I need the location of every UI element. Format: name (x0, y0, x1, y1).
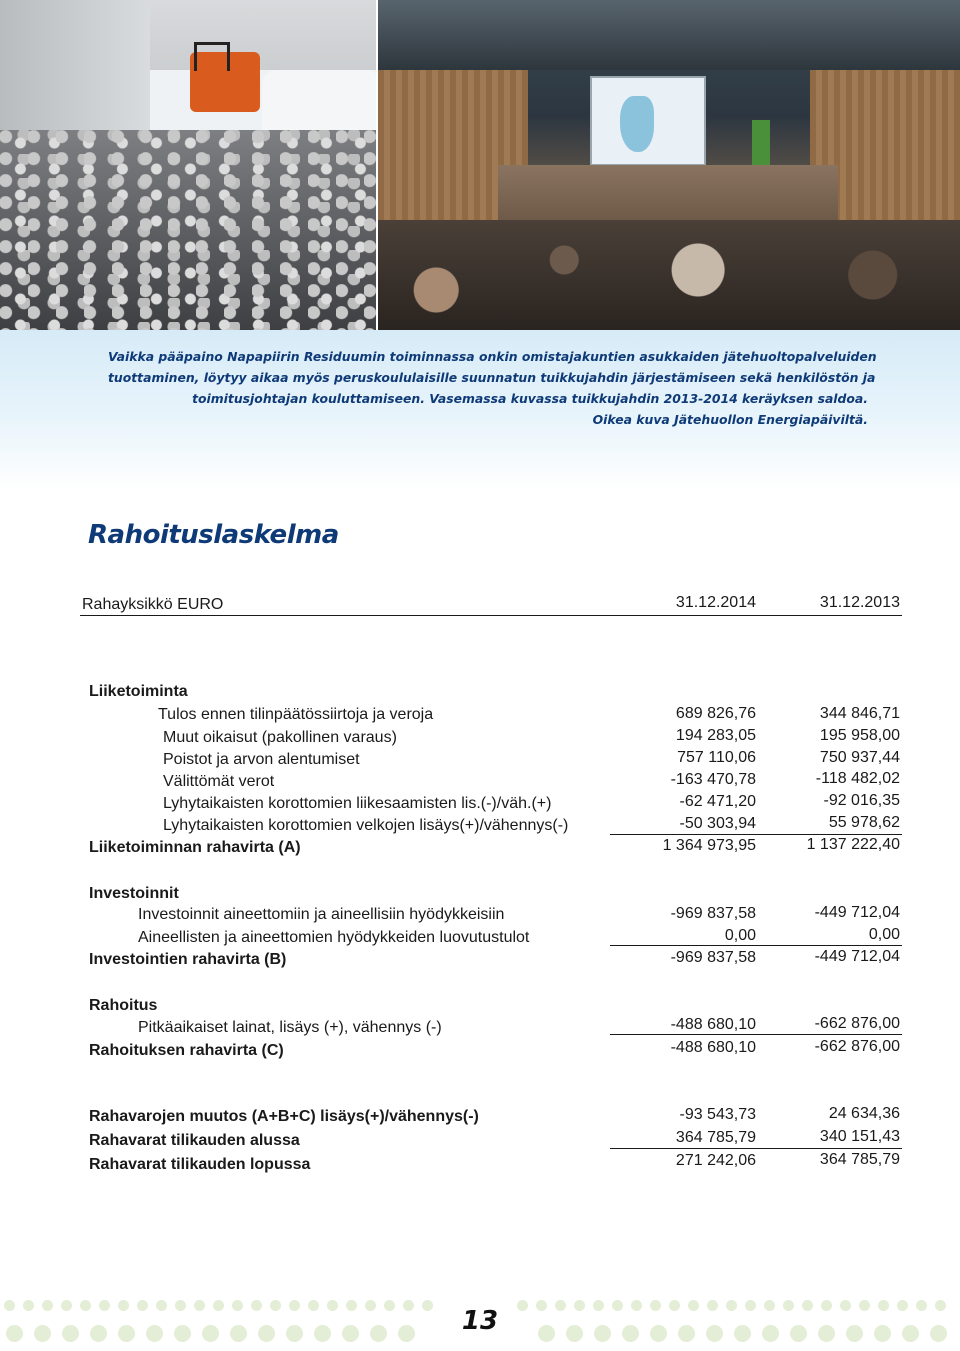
dot (566, 1325, 583, 1342)
row-label: Lyhytaikaisten korottomien velkojen lisäys(+)/vähennys(-) (163, 817, 569, 834)
value-2014: -969 837,58 (670, 905, 756, 922)
dot (174, 1325, 191, 1342)
row-label: Poistot ja arvon alentumiset (163, 751, 360, 768)
page-number: 13 (461, 1306, 499, 1336)
summary-label-closing: Rahavarat tilikauden lopussa (89, 1156, 311, 1173)
dot (175, 1300, 186, 1311)
dot (783, 1300, 794, 1311)
caption-line: toimitusjohtajan kouluttamiseen. Vasemassa kuvassa tuikkujahdin 2013-2014 keräyksen saldoa. (192, 391, 868, 406)
dot (289, 1300, 300, 1311)
dot (764, 1300, 775, 1311)
caption-line: Vaikka pääpaino Napapiirin Residuumin toiminnassa onkin omistajakuntien asukkaiden jätehuoltopalveluiden (108, 349, 877, 364)
dot (818, 1325, 835, 1342)
dot (99, 1300, 110, 1311)
dot (688, 1300, 699, 1311)
dot (251, 1300, 262, 1311)
section-title: Rahoituslaskelma (88, 520, 339, 550)
photo-projection-screen (590, 76, 706, 166)
subtotal-rule (610, 945, 902, 946)
dot (593, 1300, 604, 1311)
dot (80, 1300, 91, 1311)
row-label: Pitkäaikaiset lainat, lisäys (+), vähennys (-) (138, 1019, 442, 1036)
dot (902, 1325, 919, 1342)
total-2013: -449 712,04 (814, 948, 900, 965)
dot (669, 1300, 680, 1311)
value-2014: -50 303,94 (679, 815, 756, 832)
caption-line: tuottaminen, löytyy aikaa myös peruskoululaisille suunnatun tuikkujahdin järjestämiseen sekä henkilöstön ja (108, 370, 876, 385)
dot (650, 1300, 661, 1311)
dot (790, 1325, 807, 1342)
dot (213, 1300, 224, 1311)
total-2013: 1 137 222,40 (806, 836, 900, 853)
photo-tealight-collection (0, 0, 376, 330)
dot (536, 1300, 547, 1311)
dot (631, 1300, 642, 1311)
dot (118, 1325, 135, 1342)
photo-wall (0, 0, 150, 140)
photo-aluminium-cups-bin (0, 130, 376, 330)
dot (897, 1300, 908, 1311)
column-header-2013: 31.12.2013 (819, 594, 900, 611)
value-2014: -62 471,20 (679, 793, 756, 810)
value-2013: 195 958,00 (819, 727, 900, 744)
dot (622, 1325, 639, 1342)
dot (762, 1325, 779, 1342)
dot (6, 1325, 23, 1342)
total-label-investments: Investointien rahavirta (B) (89, 951, 287, 968)
value-2014: -488 680,10 (670, 1016, 756, 1033)
dot (314, 1325, 331, 1342)
row-label: Investoinnit aineettomiin ja aineellisiin hyödykkeisiin (138, 906, 505, 923)
photo-caption (108, 346, 877, 430)
dot (23, 1300, 34, 1311)
total-2013: -662 876,00 (814, 1038, 900, 1055)
dot (90, 1325, 107, 1342)
total-label-operations: Liiketoiminnan rahavirta (A) (89, 839, 301, 856)
photo-ceiling (378, 0, 960, 70)
dot (156, 1300, 167, 1311)
dot (594, 1325, 611, 1342)
value-2013: -449 712,04 (814, 904, 900, 921)
dot (916, 1300, 927, 1311)
row-label: Muut oikaisut (pakollinen varaus) (163, 729, 397, 746)
dot (286, 1325, 303, 1342)
row-label: Aineellisten ja aineettomien hyödykkeiden luovutustulot (138, 929, 530, 946)
dot (194, 1300, 205, 1311)
summary-2013: 364 785,79 (819, 1151, 900, 1168)
dot (42, 1300, 53, 1311)
dot (840, 1300, 851, 1311)
dot (118, 1300, 129, 1311)
dot (137, 1300, 148, 1311)
dot (935, 1300, 946, 1311)
dot (62, 1325, 79, 1342)
value-2014: -163 470,78 (670, 771, 756, 788)
photo-energy-days-auditorium (378, 0, 960, 330)
caption-line: Oikea kuva Jätehuollon Energiapäiviltä. (592, 412, 868, 427)
header-rule (80, 615, 902, 616)
dot (370, 1325, 387, 1342)
value-2014: 757 110,06 (677, 749, 756, 766)
photo-audience (378, 230, 960, 330)
dot (308, 1300, 319, 1311)
dot (202, 1325, 219, 1342)
row-label: Välittömät verot (163, 773, 275, 790)
dot (346, 1300, 357, 1311)
total-2014: -488 680,10 (670, 1039, 756, 1056)
dot (706, 1325, 723, 1342)
dot (365, 1300, 376, 1311)
dot (859, 1300, 870, 1311)
summary-label-opening: Rahavarat tilikauden alussa (89, 1132, 300, 1149)
dot (61, 1300, 72, 1311)
dot (34, 1325, 51, 1342)
section-heading-financing: Rahoitus (89, 997, 158, 1014)
row-label: Lyhytaikaisten korottomien liikesaamisten lis.(-)/väh.(+) (163, 795, 552, 812)
value-2013: -662 876,00 (814, 1015, 900, 1032)
dot (707, 1300, 718, 1311)
summary-2013: 24 634,36 (828, 1105, 900, 1122)
column-header-2014: 31.12.2014 (675, 594, 756, 611)
dot (878, 1300, 889, 1311)
dot (802, 1300, 813, 1311)
photo-wheel-loader (190, 52, 260, 112)
dot (874, 1325, 891, 1342)
photo-stage (498, 165, 838, 225)
summary-2013: 340 151,43 (819, 1128, 900, 1145)
value-2013: -92 016,35 (823, 792, 900, 809)
dot (422, 1300, 433, 1311)
value-2013: 55 978,62 (828, 814, 900, 831)
section-heading-investments: Investoinnit (89, 885, 179, 902)
dot (821, 1300, 832, 1311)
summary-2014: -93 543,73 (679, 1106, 756, 1123)
value-2013: 750 937,44 (819, 749, 900, 766)
summary-2014: 271 242,06 (675, 1152, 756, 1169)
dot (230, 1325, 247, 1342)
total-2014: -969 837,58 (670, 949, 756, 966)
value-2013: -118 482,02 (815, 770, 900, 787)
dot (538, 1325, 555, 1342)
value-2014: 194 283,05 (675, 727, 756, 744)
unit-label: Rahayksikkö EURO (82, 596, 224, 613)
subtotal-rule (610, 834, 902, 835)
dot (650, 1325, 667, 1342)
dot (726, 1300, 737, 1311)
value-2014: 689 826,76 (675, 705, 756, 722)
dot (232, 1300, 243, 1311)
dot (612, 1300, 623, 1311)
dot (398, 1325, 415, 1342)
value-2013: 0,00 (868, 926, 900, 943)
dot (574, 1300, 585, 1311)
dot (734, 1325, 751, 1342)
value-2013: 344 846,71 (819, 705, 900, 722)
photo-van (262, 70, 376, 138)
dot (745, 1300, 756, 1311)
dot (678, 1325, 695, 1342)
summary-label-change: Rahavarojen muutos (A+B+C) lisäys(+)/vähennys(-) (89, 1108, 479, 1125)
section-heading-operations: Liiketoiminta (89, 683, 188, 700)
value-2014: 0,00 (724, 927, 756, 944)
dot (146, 1325, 163, 1342)
dot (327, 1300, 338, 1311)
dot (270, 1300, 281, 1311)
subtotal-rule (610, 1034, 902, 1035)
dot (4, 1300, 15, 1311)
total-label-financing: Rahoituksen rahavirta (C) (89, 1042, 284, 1059)
dot (403, 1300, 414, 1311)
dot (930, 1325, 947, 1342)
dot (342, 1325, 359, 1342)
row-label: Tulos ennen tilinpäätössiirtoja ja veroja (158, 706, 434, 723)
dot (846, 1325, 863, 1342)
total-2014: 1 364 973,95 (662, 837, 756, 854)
subtotal-rule (610, 1148, 902, 1149)
photo-finland-map (620, 96, 654, 152)
dot (384, 1300, 395, 1311)
dot (258, 1325, 275, 1342)
summary-2014: 364 785,79 (675, 1129, 756, 1146)
dot (555, 1300, 566, 1311)
